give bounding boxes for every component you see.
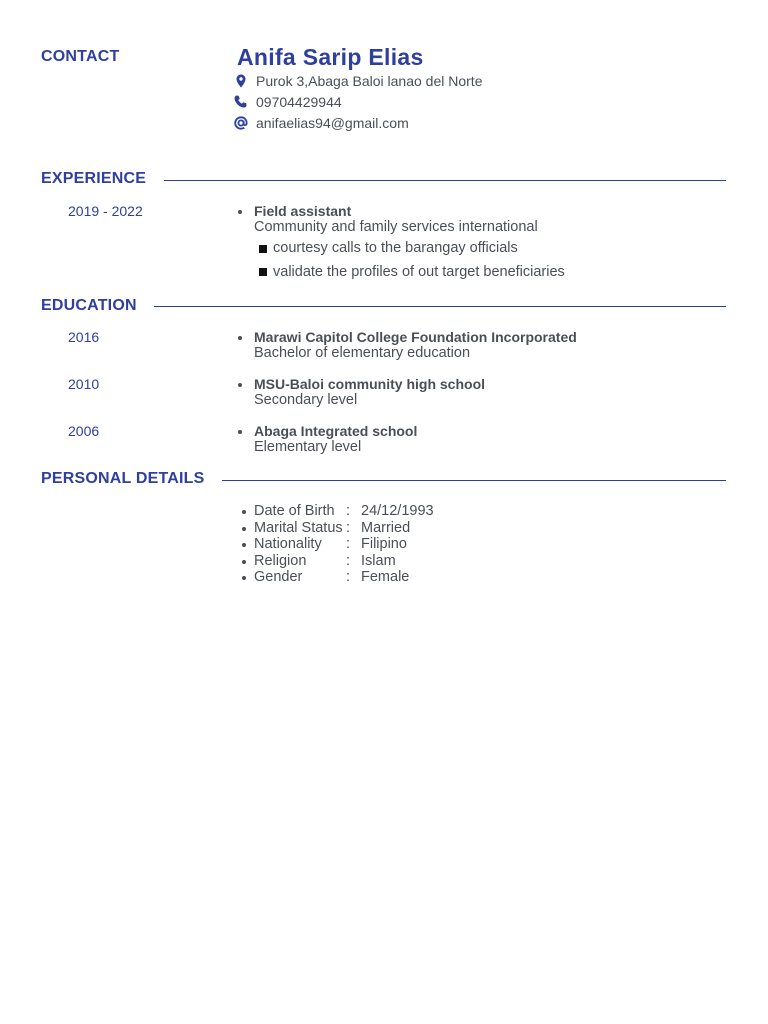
task-bullet xyxy=(259,268,267,276)
detail-label: Gender xyxy=(254,569,303,585)
detail-separator: : xyxy=(346,553,351,569)
education-level: Secondary level xyxy=(254,392,358,408)
detail-bullet xyxy=(242,560,246,564)
education-year: 2010 xyxy=(68,376,100,392)
school-name: Marawi Capitol College Foundation Incorporated xyxy=(254,329,577,345)
education-year: 2006 xyxy=(68,423,100,439)
detail-value: Female xyxy=(361,569,410,585)
education-divider xyxy=(154,306,726,307)
detail-bullet xyxy=(242,527,246,531)
school-name: MSU-Baloi community high school xyxy=(254,376,486,392)
detail-label: Nationality xyxy=(254,536,322,552)
detail-separator: : xyxy=(346,569,351,585)
location-pin-icon xyxy=(233,73,249,89)
detail-value: Married xyxy=(361,520,411,536)
experience-divider xyxy=(164,180,726,181)
task-bullet xyxy=(259,245,267,253)
education-bullet xyxy=(238,430,242,434)
candidate-name: Anifa Sarip Elias xyxy=(237,44,424,70)
detail-label: Date of Birth xyxy=(254,503,335,519)
experience-years: 2019 - 2022 xyxy=(68,203,143,219)
personal-details-divider xyxy=(222,480,726,481)
job-company: Community and family services international xyxy=(254,219,538,235)
address-text: Purok 3,Abaga Baloi lanao del Norte xyxy=(256,73,483,89)
task-item: validate the profiles of out target beneficiaries xyxy=(273,264,565,280)
detail-separator: : xyxy=(346,520,351,536)
education-year: 2016 xyxy=(68,329,100,345)
at-sign-icon xyxy=(233,115,249,131)
experience-heading: EXPERIENCE xyxy=(41,170,147,187)
detail-value: 24/12/1993 xyxy=(361,503,434,519)
education-level: Bachelor of elementary education xyxy=(254,345,471,361)
email-text: anifaelias94@gmail.com xyxy=(256,115,409,131)
experience-bullet xyxy=(238,210,242,214)
detail-label: Religion xyxy=(254,553,307,569)
task-item: courtesy calls to the barangay officials xyxy=(273,240,518,256)
detail-bullet xyxy=(242,543,246,547)
education-bullet xyxy=(238,336,242,340)
detail-label: Marital Status xyxy=(254,520,343,536)
school-name: Abaga Integrated school xyxy=(254,423,418,439)
phone-text: 09704429944 xyxy=(256,94,342,110)
education-bullet xyxy=(238,383,242,387)
education-level: Elementary level xyxy=(254,439,362,455)
detail-value: Filipino xyxy=(361,536,407,552)
detail-separator: : xyxy=(346,536,351,552)
personal-details-heading: PERSONAL DETAILS xyxy=(41,470,205,487)
phone-icon xyxy=(233,94,249,110)
detail-bullet xyxy=(242,576,246,580)
education-heading: EDUCATION xyxy=(41,297,137,314)
detail-separator: : xyxy=(346,503,351,519)
detail-bullet xyxy=(242,510,246,514)
job-title: Field assistant xyxy=(254,203,352,219)
contact-heading: CONTACT xyxy=(41,48,120,65)
detail-value: Islam xyxy=(361,553,396,569)
